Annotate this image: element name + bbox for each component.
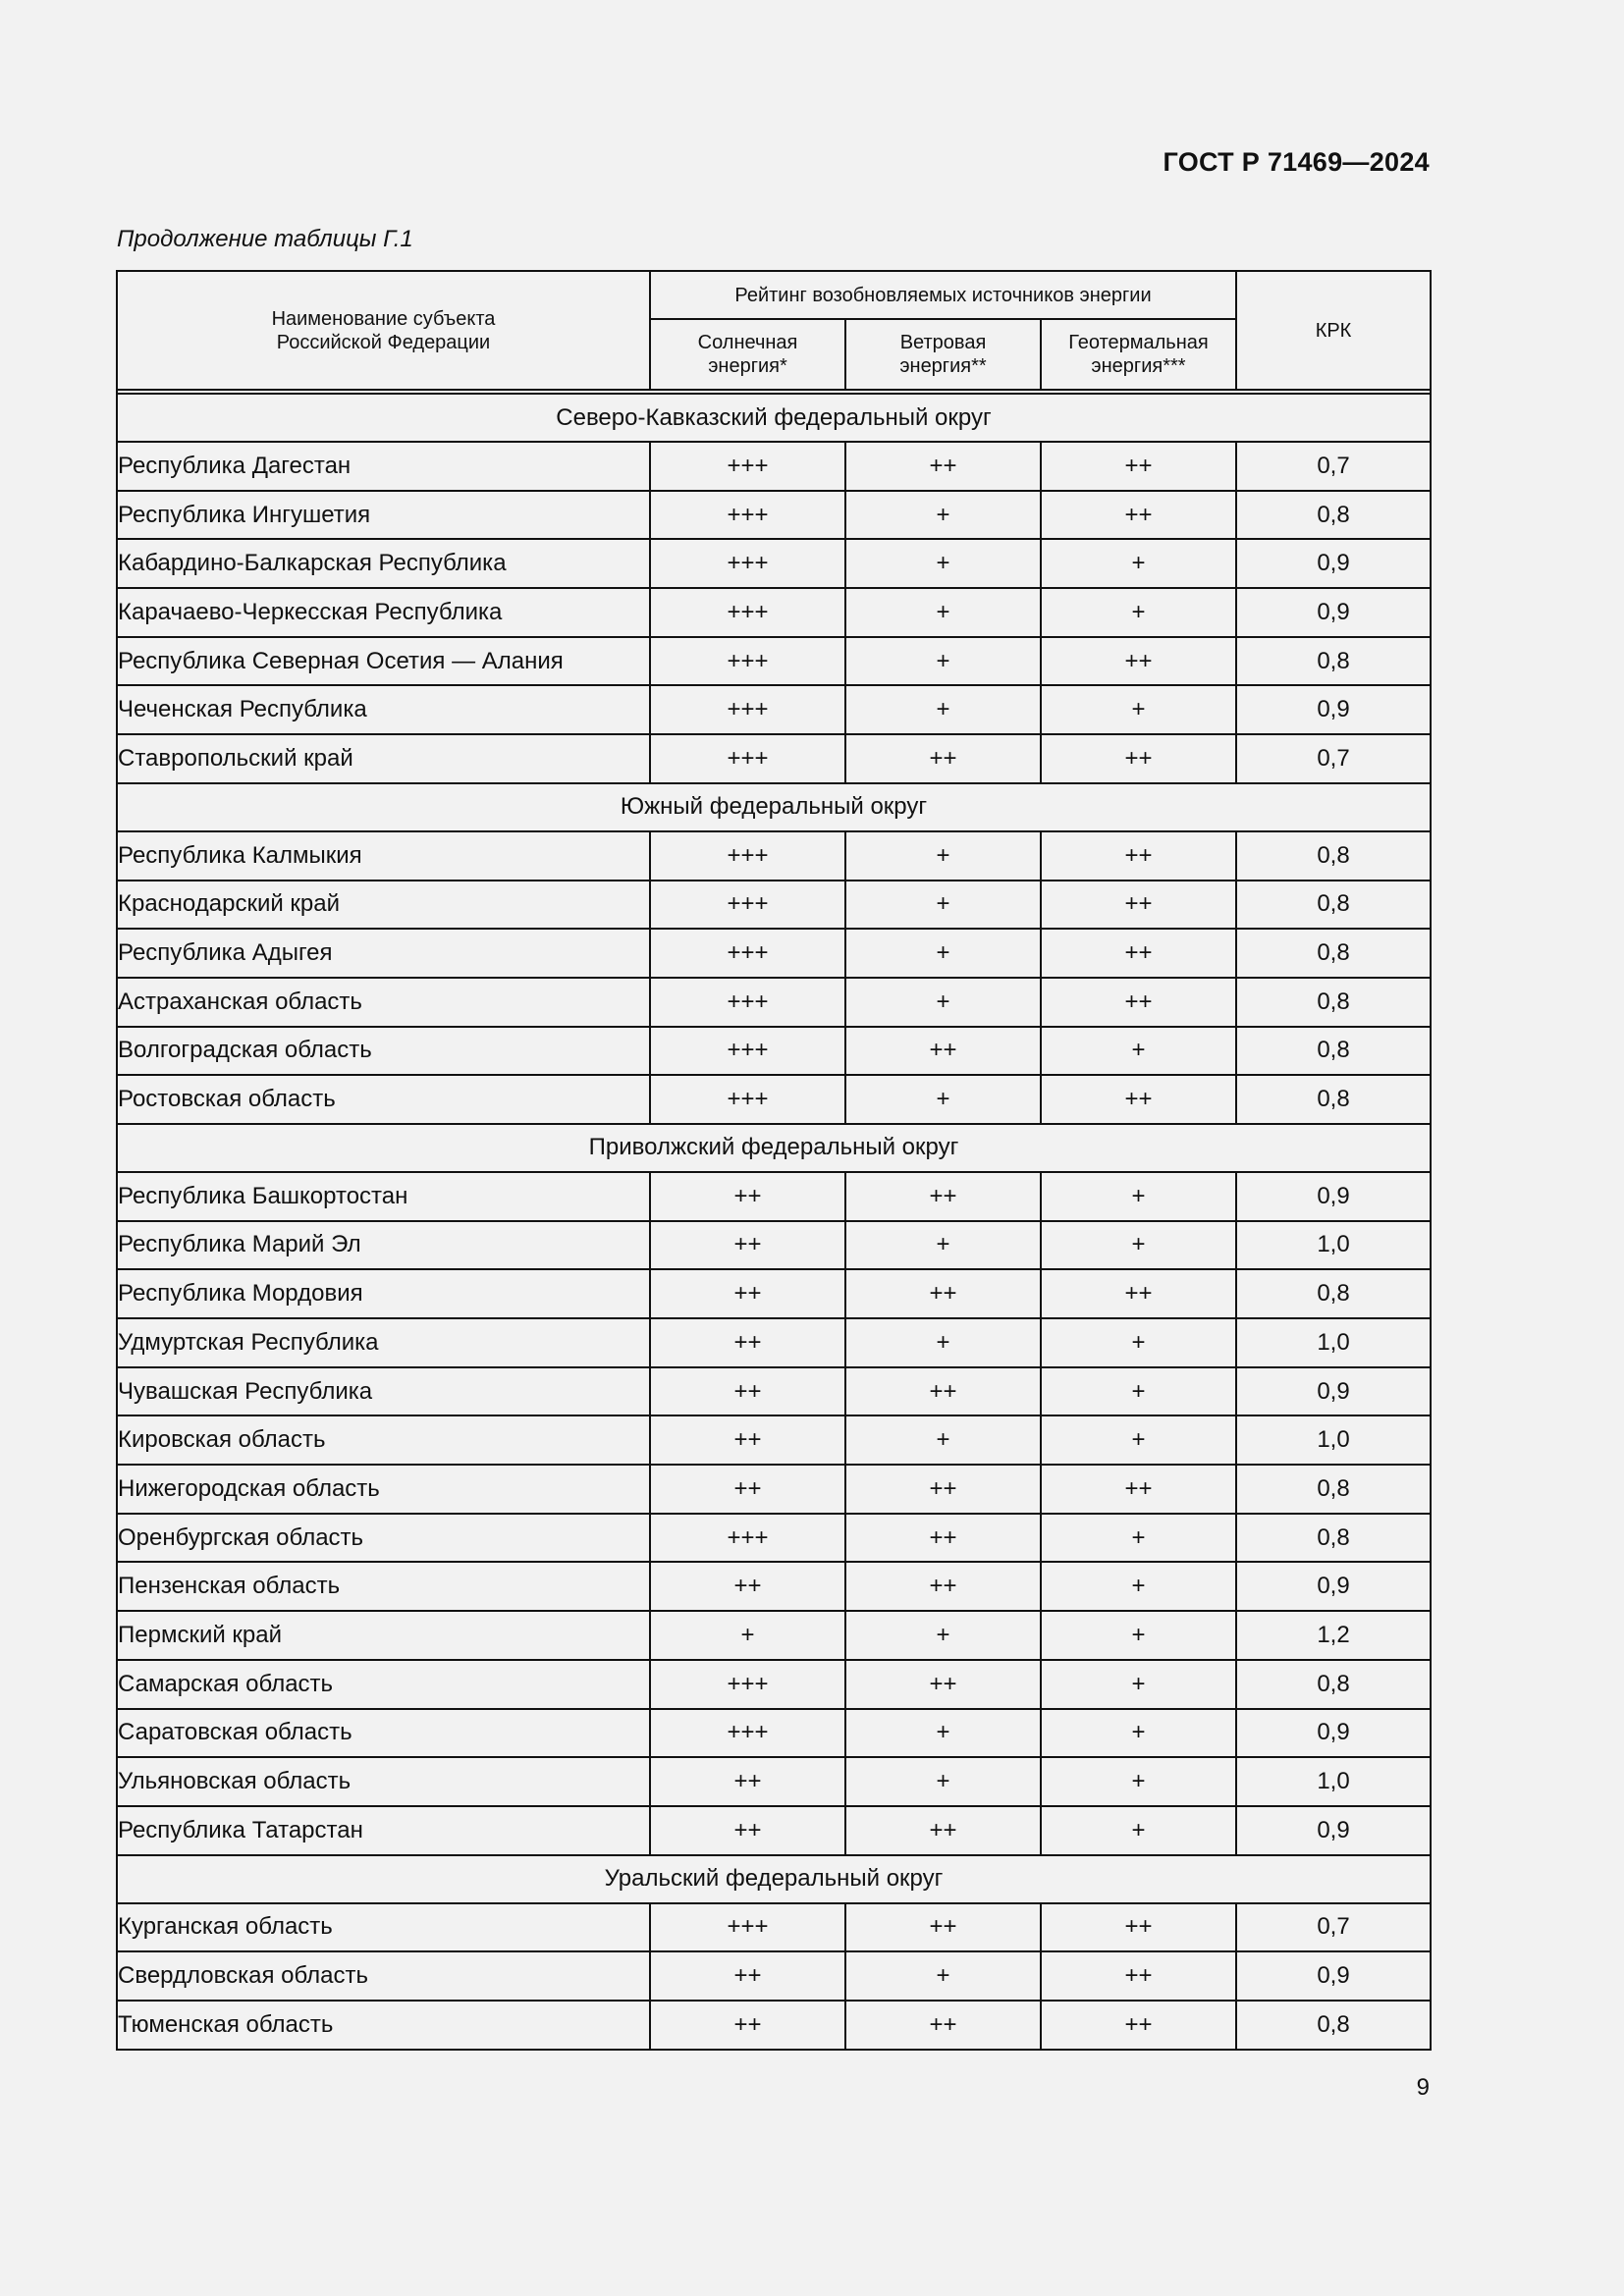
section-title: Приволжский федеральный округ: [117, 1124, 1431, 1172]
table-row: [117, 734, 1431, 783]
table-row: [117, 1269, 1431, 1318]
krk-value: 0,8: [1236, 929, 1431, 978]
wind-rating: ++: [845, 1465, 1041, 1514]
solar-rating: ++: [650, 1269, 845, 1318]
table-row: [117, 491, 1431, 540]
region-name: Чувашская Республика: [117, 1367, 650, 1416]
solar-rating: +++: [650, 1075, 845, 1124]
table-row: [117, 637, 1431, 686]
table-row: [117, 1709, 1431, 1758]
section-header-row: [117, 783, 1431, 831]
geo-rating: +: [1041, 1757, 1236, 1806]
geo-rating: +: [1041, 1415, 1236, 1465]
geo-rating: +: [1041, 1027, 1236, 1076]
krk-value: 0,8: [1236, 1027, 1431, 1076]
geo-rating: +: [1041, 1172, 1236, 1221]
krk-value: 0,8: [1236, 881, 1431, 930]
krk-value: 1,0: [1236, 1757, 1431, 1806]
page-number: 9: [1416, 2074, 1430, 2101]
krk-value: 0,9: [1236, 539, 1431, 588]
header-solar-line2: энергия*: [708, 355, 787, 377]
solar-rating: +++: [650, 978, 845, 1027]
geo-rating: ++: [1041, 637, 1236, 686]
table-row: [117, 929, 1431, 978]
solar-rating: ++: [650, 1415, 845, 1465]
krk-value: 0,7: [1236, 734, 1431, 783]
region-name: Нижегородская область: [117, 1465, 650, 1514]
solar-rating: +++: [650, 685, 845, 734]
geo-rating: ++: [1041, 881, 1236, 930]
krk-value: 1,0: [1236, 1415, 1431, 1465]
geo-rating: +: [1041, 1367, 1236, 1416]
wind-rating: ++: [845, 2001, 1041, 2050]
wind-rating: +: [845, 1611, 1041, 1660]
wind-rating: ++: [845, 1172, 1041, 1221]
wind-rating: +: [845, 831, 1041, 881]
krk-value: 0,8: [1236, 2001, 1431, 2050]
krk-value: 0,8: [1236, 1075, 1431, 1124]
table-row: [117, 978, 1431, 1027]
region-name: Республика Татарстан: [117, 1806, 650, 1855]
geo-rating: ++: [1041, 978, 1236, 1027]
region-name: Республика Калмыкия: [117, 831, 650, 881]
region-name: Республика Башкортостан: [117, 1172, 650, 1221]
geo-rating: +: [1041, 1660, 1236, 1709]
section-header-row: [117, 394, 1431, 442]
geo-rating: +: [1041, 1709, 1236, 1758]
krk-value: 0,8: [1236, 1269, 1431, 1318]
region-name: Тюменская область: [117, 2001, 650, 2050]
wind-rating: ++: [845, 1903, 1041, 1952]
header-rating-group: Рейтинг возобновляемых источников энергии: [650, 271, 1236, 319]
solar-rating: +++: [650, 881, 845, 930]
geo-rating: ++: [1041, 831, 1236, 881]
header-wind: [845, 319, 1041, 390]
wind-rating: +: [845, 1415, 1041, 1465]
table-row: [117, 1367, 1431, 1416]
krk-value: 0,9: [1236, 1367, 1431, 1416]
table-row: [117, 1951, 1431, 2001]
geo-rating: ++: [1041, 491, 1236, 540]
region-name: Краснодарский край: [117, 881, 650, 930]
table-row: [117, 1027, 1431, 1076]
geo-rating: +: [1041, 685, 1236, 734]
table-row: [117, 1611, 1431, 1660]
solar-rating: +++: [650, 929, 845, 978]
wind-rating: +: [845, 929, 1041, 978]
solar-rating: ++: [650, 1172, 845, 1221]
region-name: Карачаево-Черкесская Республика: [117, 588, 650, 637]
table-row: [117, 1172, 1431, 1221]
table-row: [117, 881, 1431, 930]
solar-rating: +++: [650, 637, 845, 686]
region-name: Астраханская область: [117, 978, 650, 1027]
solar-rating: ++: [650, 2001, 845, 2050]
header-subject-line2: Российской Федерации: [276, 331, 491, 353]
wind-rating: +: [845, 588, 1041, 637]
table-row: [117, 2001, 1431, 2050]
region-name: Ульяновская область: [117, 1757, 650, 1806]
header-wind-line1: Ветровая: [899, 332, 987, 353]
geo-rating: ++: [1041, 929, 1236, 978]
solar-rating: ++: [650, 1221, 845, 1270]
geo-rating: +: [1041, 1806, 1236, 1855]
region-name: Республика Мордовия: [117, 1269, 650, 1318]
section-header-row: [117, 1855, 1431, 1903]
wind-rating: ++: [845, 1269, 1041, 1318]
region-name: Республика Марий Эл: [117, 1221, 650, 1270]
wind-rating: ++: [845, 442, 1041, 491]
region-name: Республика Адыгея: [117, 929, 650, 978]
solar-rating: ++: [650, 1806, 845, 1855]
krk-value: 0,8: [1236, 1465, 1431, 1514]
solar-rating: +++: [650, 734, 845, 783]
solar-rating: +++: [650, 831, 845, 881]
krk-value: 0,9: [1236, 685, 1431, 734]
wind-rating: ++: [845, 734, 1041, 783]
header-krk: КРК: [1236, 271, 1431, 390]
region-name: Республика Ингушетия: [117, 491, 650, 540]
wind-rating: +: [845, 637, 1041, 686]
region-name: Ставропольский край: [117, 734, 650, 783]
krk-value: 0,8: [1236, 1514, 1431, 1563]
table-row: [117, 1075, 1431, 1124]
table-row: [117, 1806, 1431, 1855]
solar-rating: +++: [650, 1514, 845, 1563]
wind-rating: ++: [845, 1367, 1041, 1416]
document-code: ГОСТ Р 71469—2024: [1163, 147, 1430, 177]
region-name: Пензенская область: [117, 1562, 650, 1611]
geo-rating: +: [1041, 1562, 1236, 1611]
krk-value: 0,9: [1236, 588, 1431, 637]
krk-value: 0,9: [1236, 1951, 1431, 2001]
krk-value: 0,7: [1236, 442, 1431, 491]
table-row: [117, 685, 1431, 734]
region-name: Ростовская область: [117, 1075, 650, 1124]
wind-rating: +: [845, 881, 1041, 930]
region-name: Саратовская область: [117, 1709, 650, 1758]
geo-rating: +: [1041, 539, 1236, 588]
solar-rating: ++: [650, 1367, 845, 1416]
solar-rating: +++: [650, 1709, 845, 1758]
table-row: [117, 1757, 1431, 1806]
geo-rating: +: [1041, 1514, 1236, 1563]
wind-rating: +: [845, 491, 1041, 540]
table-row: [117, 1903, 1431, 1952]
krk-value: 1,0: [1236, 1221, 1431, 1270]
geo-rating: ++: [1041, 1951, 1236, 2001]
krk-value: 1,2: [1236, 1611, 1431, 1660]
krk-value: 0,9: [1236, 1709, 1431, 1758]
region-name: Пермский край: [117, 1611, 650, 1660]
solar-rating: +++: [650, 442, 845, 491]
header-subject: [117, 271, 650, 390]
region-name: Чеченская Республика: [117, 685, 650, 734]
wind-rating: +: [845, 978, 1041, 1027]
region-name: Свердловская область: [117, 1951, 650, 2001]
table-row: [117, 831, 1431, 881]
solar-rating: +++: [650, 1903, 845, 1952]
solar-rating: ++: [650, 1318, 845, 1367]
solar-rating: +++: [650, 1660, 845, 1709]
wind-rating: +: [845, 1709, 1041, 1758]
krk-value: 0,8: [1236, 637, 1431, 686]
table-body: [117, 394, 1431, 2050]
region-name: Республика Дагестан: [117, 442, 650, 491]
table-caption: Продолжение таблицы Г.1: [117, 226, 413, 252]
wind-rating: +: [845, 1075, 1041, 1124]
wind-rating: +: [845, 539, 1041, 588]
wind-rating: ++: [845, 1514, 1041, 1563]
geo-rating: ++: [1041, 1075, 1236, 1124]
table-row: [117, 1514, 1431, 1563]
solar-rating: +++: [650, 491, 845, 540]
geo-rating: ++: [1041, 1465, 1236, 1514]
header-geo-line2: энергия***: [1091, 355, 1186, 377]
region-name: Курганская область: [117, 1903, 650, 1952]
krk-value: 0,8: [1236, 831, 1431, 881]
wind-rating: ++: [845, 1660, 1041, 1709]
geo-rating: ++: [1041, 1903, 1236, 1952]
table-row: [117, 1465, 1431, 1514]
region-name: Кабардино-Балкарская Республика: [117, 539, 650, 588]
table-row: [117, 1318, 1431, 1367]
region-name: Самарская область: [117, 1660, 650, 1709]
table-row: [117, 588, 1431, 637]
solar-rating: ++: [650, 1562, 845, 1611]
header-solar-line1: Солнечная: [697, 332, 798, 353]
geo-rating: +: [1041, 1221, 1236, 1270]
krk-value: 0,7: [1236, 1903, 1431, 1952]
section-title: Уральский федеральный округ: [117, 1855, 1431, 1903]
wind-rating: ++: [845, 1806, 1041, 1855]
geo-rating: +: [1041, 1611, 1236, 1660]
wind-rating: +: [845, 1757, 1041, 1806]
solar-rating: +++: [650, 1027, 845, 1076]
table-row: [117, 1415, 1431, 1465]
region-name: Удмуртская Республика: [117, 1318, 650, 1367]
table-row: [117, 1660, 1431, 1709]
header-solar: [650, 319, 845, 390]
solar-rating: +: [650, 1611, 845, 1660]
wind-rating: +: [845, 685, 1041, 734]
region-name: Волгоградская область: [117, 1027, 650, 1076]
krk-value: 1,0: [1236, 1318, 1431, 1367]
solar-rating: ++: [650, 1757, 845, 1806]
solar-rating: +++: [650, 588, 845, 637]
header-wind-line2: энергия**: [899, 355, 987, 377]
geo-rating: ++: [1041, 2001, 1236, 2050]
geo-rating: +: [1041, 1318, 1236, 1367]
region-name: Кировская область: [117, 1415, 650, 1465]
krk-value: 0,9: [1236, 1562, 1431, 1611]
table-row: [117, 1562, 1431, 1611]
krk-value: 0,8: [1236, 491, 1431, 540]
solar-rating: ++: [650, 1465, 845, 1514]
krk-value: 0,9: [1236, 1806, 1431, 1855]
section-title: Северо-Кавказский федеральный округ: [117, 394, 1431, 442]
wind-rating: ++: [845, 1027, 1041, 1076]
table-row: [117, 1221, 1431, 1270]
geo-rating: +: [1041, 588, 1236, 637]
krk-value: 0,9: [1236, 1172, 1431, 1221]
wind-rating: +: [845, 1951, 1041, 2001]
wind-rating: ++: [845, 1562, 1041, 1611]
table-row: [117, 539, 1431, 588]
section-header-row: [117, 1124, 1431, 1172]
region-name: Оренбургская область: [117, 1514, 650, 1563]
section-title: Южный федеральный округ: [117, 783, 1431, 831]
krk-value: 0,8: [1236, 978, 1431, 1027]
header-geo: [1041, 319, 1236, 390]
wind-rating: +: [845, 1318, 1041, 1367]
solar-rating: ++: [650, 1951, 845, 2001]
table-row: [117, 442, 1431, 491]
renewables-rating-table: [116, 270, 1432, 2051]
header-geo-line1: Геотермальная: [1068, 332, 1209, 353]
geo-rating: ++: [1041, 734, 1236, 783]
region-name: Республика Северная Осетия — Алания: [117, 637, 650, 686]
geo-rating: ++: [1041, 442, 1236, 491]
geo-rating: ++: [1041, 1269, 1236, 1318]
krk-value: 0,8: [1236, 1660, 1431, 1709]
wind-rating: +: [845, 1221, 1041, 1270]
header-subject-line1: Наименование субъекта: [271, 307, 496, 330]
solar-rating: +++: [650, 539, 845, 588]
